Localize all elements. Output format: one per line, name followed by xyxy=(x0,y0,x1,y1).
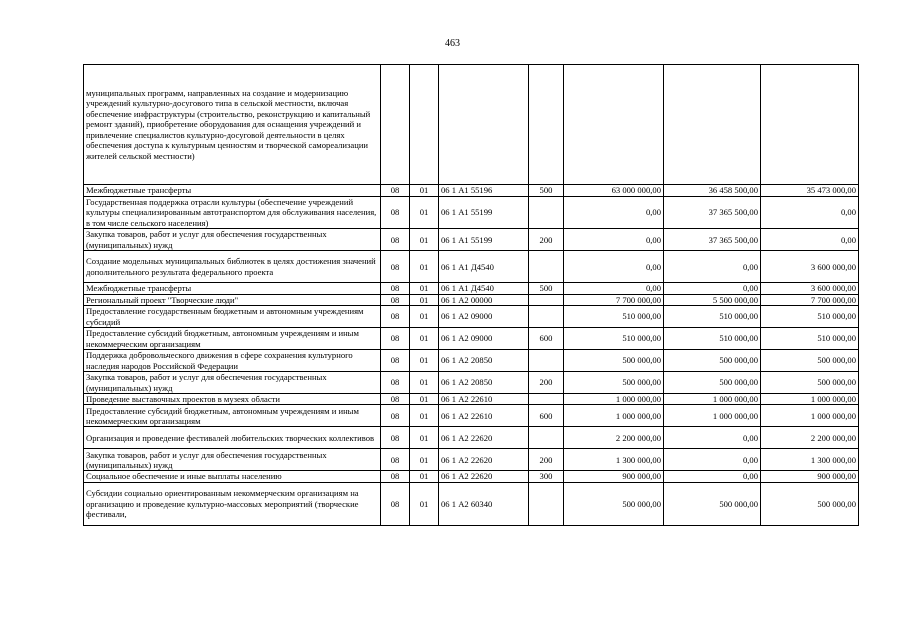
amount-3-cell: 500 000,00 xyxy=(761,350,859,372)
expense-type-cell xyxy=(529,482,564,525)
subsection-cell: 01 xyxy=(410,197,439,229)
target-code-cell: 06 1 А1 55199 xyxy=(439,197,529,229)
table-row xyxy=(84,372,859,394)
subsection-cell: 01 xyxy=(410,328,439,350)
item-name-cell: Предоставление субсидий бюджетным, автономным учреждениям и иным некоммерческим организациям xyxy=(84,405,381,427)
subsection-cell: 01 xyxy=(410,427,439,449)
amount-1-cell: 1 000 000,00 xyxy=(564,394,664,405)
amount-3-cell: 1 300 000,00 xyxy=(761,449,859,471)
target-code-cell: 06 1 А2 09000 xyxy=(439,306,529,328)
amount-2-cell: 0,00 xyxy=(664,471,761,482)
amount-1-cell: 510 000,00 xyxy=(564,306,664,328)
table-row xyxy=(84,229,859,251)
amount-1-cell: 0,00 xyxy=(564,251,664,283)
item-name-cell: Поддержка добровольческого движения в сфере сохранения культурного наследия народов Российской Федерации xyxy=(84,350,381,372)
amount-3-cell: 1 000 000,00 xyxy=(761,405,859,427)
amount-1-cell: 900 000,00 xyxy=(564,471,664,482)
amount-1-cell: 500 000,00 xyxy=(564,350,664,372)
amount-2-cell: 0,00 xyxy=(664,251,761,283)
item-name-cell: Закупка товаров, работ и услуг для обеспечения государственных (муниципальных) нужд xyxy=(84,229,381,251)
amount-3-cell: 900 000,00 xyxy=(761,471,859,482)
expense-type-cell: 500 xyxy=(529,185,564,197)
amount-2-cell: 1 000 000,00 xyxy=(664,394,761,405)
amount-3-cell xyxy=(761,65,859,185)
section-cell: 08 xyxy=(381,427,410,449)
amount-3-cell: 2 200 000,00 xyxy=(761,427,859,449)
expense-type-cell xyxy=(529,65,564,185)
amount-1-cell: 0,00 xyxy=(564,197,664,229)
table-row xyxy=(84,449,859,471)
amount-2-cell: 510 000,00 xyxy=(664,306,761,328)
table-row xyxy=(84,482,859,525)
item-name-cell: Создание модельных муниципальных библиотек в целях достижения значений дополнительного результата федерального проекта xyxy=(84,251,381,283)
amount-1-cell: 510 000,00 xyxy=(564,328,664,350)
subsection-cell: 01 xyxy=(410,471,439,482)
section-cell: 08 xyxy=(381,471,410,482)
amount-2-cell: 1 000 000,00 xyxy=(664,405,761,427)
section-cell: 08 xyxy=(381,405,410,427)
amount-1-cell: 0,00 xyxy=(564,283,664,294)
subsection-cell: 01 xyxy=(410,394,439,405)
amount-1-cell: 500 000,00 xyxy=(564,372,664,394)
expense-type-cell: 300 xyxy=(529,471,564,482)
item-name-cell: Закупка товаров, работ и услуг для обеспечения государственных (муниципальных) нужд xyxy=(84,449,381,471)
target-code-cell: 06 1 А2 09000 xyxy=(439,328,529,350)
item-name-cell: Социальное обеспечение и иные выплаты населению xyxy=(84,471,381,482)
target-code-cell: 06 1 А2 00000 xyxy=(439,294,529,305)
amount-1-cell: 0,00 xyxy=(564,229,664,251)
expense-type-cell: 600 xyxy=(529,328,564,350)
item-name-cell: Региональный проект "Творческие люди" xyxy=(84,294,381,305)
target-code-cell: 06 1 А2 60340 xyxy=(439,482,529,525)
amount-2-cell: 37 365 500,00 xyxy=(664,229,761,251)
section-cell: 08 xyxy=(381,482,410,525)
table-row xyxy=(84,65,859,185)
item-name-cell: Организация и проведение фестивалей любительских творческих коллективов xyxy=(84,427,381,449)
expense-type-cell: 200 xyxy=(529,229,564,251)
amount-1-cell: 63 000 000,00 xyxy=(564,185,664,197)
amount-2-cell xyxy=(664,65,761,185)
table-row xyxy=(84,328,859,350)
expense-type-cell: 200 xyxy=(529,449,564,471)
amount-1-cell: 7 700 000,00 xyxy=(564,294,664,305)
subsection-cell: 01 xyxy=(410,185,439,197)
section-cell: 08 xyxy=(381,294,410,305)
section-cell: 08 xyxy=(381,306,410,328)
item-name-cell: Проведение выставочных проектов в музеях области xyxy=(84,394,381,405)
amount-2-cell: 500 000,00 xyxy=(664,372,761,394)
subsection-cell xyxy=(410,65,439,185)
expense-type-cell xyxy=(529,394,564,405)
item-name-cell: Субсидии социально ориентированным некоммерческим организациям на организацию и проведение культурно-массовых мероприятий (творческие фестивали, xyxy=(84,482,381,525)
expense-type-cell: 500 xyxy=(529,283,564,294)
target-code-cell: 06 1 А2 20850 xyxy=(439,350,529,372)
table-row xyxy=(84,471,859,482)
section-cell: 08 xyxy=(381,185,410,197)
section-cell: 08 xyxy=(381,283,410,294)
amount-3-cell: 1 000 000,00 xyxy=(761,394,859,405)
expense-type-cell: 600 xyxy=(529,405,564,427)
amount-3-cell: 510 000,00 xyxy=(761,328,859,350)
expense-type-cell xyxy=(529,197,564,229)
amount-3-cell: 7 700 000,00 xyxy=(761,294,859,305)
expense-type-cell xyxy=(529,251,564,283)
section-cell xyxy=(381,65,410,185)
table-row xyxy=(84,197,859,229)
amount-1-cell: 2 200 000,00 xyxy=(564,427,664,449)
amount-3-cell: 500 000,00 xyxy=(761,372,859,394)
page-number: 463 xyxy=(445,38,460,49)
expense-type-cell: 200 xyxy=(529,372,564,394)
target-code-cell: 06 1 А2 22620 xyxy=(439,449,529,471)
table-row xyxy=(84,405,859,427)
amount-1-cell: 1 000 000,00 xyxy=(564,405,664,427)
section-cell: 08 xyxy=(381,197,410,229)
amount-2-cell: 0,00 xyxy=(664,449,761,471)
amount-3-cell: 35 473 000,00 xyxy=(761,185,859,197)
amount-1-cell: 500 000,00 xyxy=(564,482,664,525)
section-cell: 08 xyxy=(381,229,410,251)
subsection-cell: 01 xyxy=(410,229,439,251)
expense-type-cell xyxy=(529,427,564,449)
target-code-cell: 06 1 А1 55199 xyxy=(439,229,529,251)
amount-1-cell xyxy=(564,65,664,185)
amount-1-cell: 1 300 000,00 xyxy=(564,449,664,471)
table-row xyxy=(84,350,859,372)
expense-type-cell xyxy=(529,350,564,372)
target-code-cell: 06 1 А2 22620 xyxy=(439,471,529,482)
section-cell: 08 xyxy=(381,251,410,283)
budget-table-body xyxy=(84,65,859,526)
subsection-cell: 01 xyxy=(410,482,439,525)
expense-type-cell xyxy=(529,306,564,328)
table-row xyxy=(84,427,859,449)
item-name-cell: Предоставление субсидий бюджетным, автономным учреждениям и иным некоммерческим организациям xyxy=(84,328,381,350)
amount-2-cell: 500 000,00 xyxy=(664,482,761,525)
item-name-cell: Государственная поддержка отрасли культуры (обеспечение учреждений культуры специализированным автотранспортом для обслуживания населения, в том числе сельского населения) xyxy=(84,197,381,229)
section-cell: 08 xyxy=(381,394,410,405)
table-row xyxy=(84,294,859,305)
target-code-cell: 06 1 А1 Д4540 xyxy=(439,251,529,283)
budget-table xyxy=(83,64,859,526)
amount-3-cell: 3 600 000,00 xyxy=(761,251,859,283)
section-cell: 08 xyxy=(381,328,410,350)
amount-3-cell: 0,00 xyxy=(761,229,859,251)
amount-2-cell: 5 500 000,00 xyxy=(664,294,761,305)
amount-2-cell: 0,00 xyxy=(664,283,761,294)
amount-3-cell: 500 000,00 xyxy=(761,482,859,525)
target-code-cell: 06 1 А2 22620 xyxy=(439,427,529,449)
item-name-cell: Закупка товаров, работ и услуг для обеспечения государственных (муниципальных) нужд xyxy=(84,372,381,394)
table-row xyxy=(84,185,859,197)
subsection-cell: 01 xyxy=(410,350,439,372)
table-row xyxy=(84,394,859,405)
subsection-cell: 01 xyxy=(410,306,439,328)
amount-3-cell: 3 600 000,00 xyxy=(761,283,859,294)
target-code-cell: 06 1 А1 Д4540 xyxy=(439,283,529,294)
target-code-cell: 06 1 А1 55196 xyxy=(439,185,529,197)
amount-2-cell: 36 458 500,00 xyxy=(664,185,761,197)
amount-3-cell: 510 000,00 xyxy=(761,306,859,328)
item-name-cell: Предоставление государственным бюджетным и автономным учреждениям субсидий xyxy=(84,306,381,328)
section-cell: 08 xyxy=(381,372,410,394)
target-code-cell xyxy=(439,65,529,185)
expense-type-cell xyxy=(529,294,564,305)
subsection-cell: 01 xyxy=(410,405,439,427)
table-row xyxy=(84,283,859,294)
amount-3-cell: 0,00 xyxy=(761,197,859,229)
subsection-cell: 01 xyxy=(410,449,439,471)
subsection-cell: 01 xyxy=(410,283,439,294)
section-cell: 08 xyxy=(381,449,410,471)
table-row xyxy=(84,306,859,328)
target-code-cell: 06 1 А2 22610 xyxy=(439,405,529,427)
subsection-cell: 01 xyxy=(410,294,439,305)
section-cell: 08 xyxy=(381,350,410,372)
item-name-cell: Межбюджетные трансферты xyxy=(84,185,381,197)
amount-2-cell: 0,00 xyxy=(664,427,761,449)
amount-2-cell: 510 000,00 xyxy=(664,328,761,350)
amount-2-cell: 37 365 500,00 xyxy=(664,197,761,229)
target-code-cell: 06 1 А2 20850 xyxy=(439,372,529,394)
subsection-cell: 01 xyxy=(410,372,439,394)
amount-2-cell: 500 000,00 xyxy=(664,350,761,372)
subsection-cell: 01 xyxy=(410,251,439,283)
target-code-cell: 06 1 А2 22610 xyxy=(439,394,529,405)
item-name-cell: муниципальных программ, направленных на создание и модернизацию учреждений культурно-досугового типа в сельской местности, включая обеспечение инфраструктуры (строительство, реконструкцию и капитальный ремонт зданий), приобретение оборудования для оснащения учреждений и привлечение специалистов культурно-досуговой деятельности в целях обеспечения доступа к культурным ценностям и творческой самореализации жителей сельской местности) xyxy=(84,65,381,185)
table-row xyxy=(84,251,859,283)
item-name-cell: Межбюджетные трансферты xyxy=(84,283,381,294)
